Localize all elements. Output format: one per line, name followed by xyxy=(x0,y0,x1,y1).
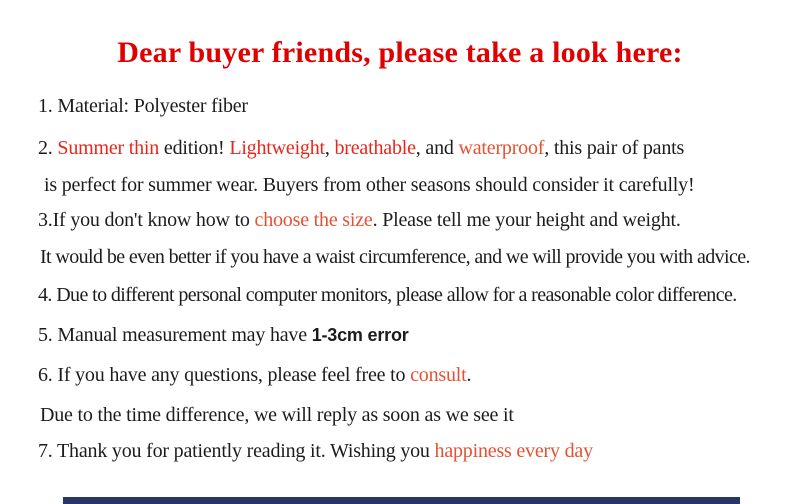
text-segment: , and xyxy=(415,137,459,159)
text-segment: Summer thin xyxy=(57,137,160,159)
text-segment: . Please tell me your height and weight. xyxy=(372,209,681,231)
text-segment: 2. xyxy=(38,137,58,159)
notice-line-monitors xyxy=(38,284,737,307)
text-segment: consult xyxy=(410,364,467,386)
page-title: Dear buyer friends, please take a look here: xyxy=(117,36,683,69)
text-segment: Due to the time difference, we will reply as soon as we see it xyxy=(40,404,514,426)
text-segment: breathable xyxy=(334,137,416,159)
notice-line-consult xyxy=(38,364,471,387)
notice-line-summer-cont xyxy=(44,174,694,197)
text-segment: , xyxy=(324,137,335,159)
notice-line-summer-thin xyxy=(38,137,684,160)
notice-line-time-difference xyxy=(40,404,514,427)
text-segment: is perfect for summer wear. Buyers from other seasons should consider it carefully! xyxy=(44,174,695,196)
text-segment: choose the size xyxy=(254,209,373,231)
text-segment: waterproof xyxy=(458,137,545,159)
text-segment: 7. Thank you for patiently reading it. Wishing you xyxy=(38,440,435,462)
text-segment: 6. If you have any questions, please feel free to xyxy=(38,364,411,386)
text-segment: 1. Material: Polyester fiber xyxy=(38,95,248,117)
notice-line-material xyxy=(38,95,248,118)
notice-line-measurement xyxy=(38,324,409,347)
bottom-banner-edge xyxy=(63,497,740,504)
text-segment: Lightweight xyxy=(229,137,325,159)
notice-line-waist xyxy=(40,246,750,269)
notice-line-choose-size xyxy=(38,209,681,232)
text-segment: 1-3cm error xyxy=(311,325,409,345)
notice-line-thank-you xyxy=(38,440,593,463)
text-segment: 3.If you don't know how to xyxy=(38,209,255,231)
text-segment: happiness every day xyxy=(434,440,593,462)
text-segment: edition! xyxy=(159,137,230,159)
text-segment: It would be even better if you have a waist circumference, and we will provide you with advice. xyxy=(40,246,750,268)
text-segment: 5. Manual measurement may have xyxy=(38,324,312,346)
text-segment: 4. Due to different personal computer monitors, please allow for a reasonable color difference. xyxy=(38,284,737,306)
text-segment: , this pair of pants xyxy=(544,137,685,159)
text-segment: . xyxy=(466,364,472,386)
